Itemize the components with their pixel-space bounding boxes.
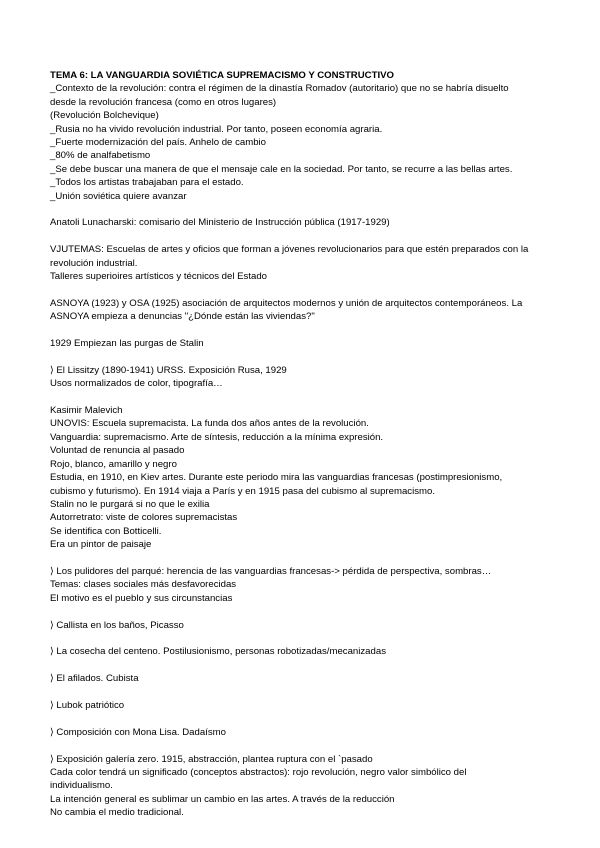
text-line: (Revolución Bolchevique) (50, 110, 159, 122)
text-line: Estudia, en 1910, en Kiev artes. Durante este periodo mira las vanguardias francesas (postimpresionismo, (50, 472, 503, 484)
text-line: ⟩ Composición con Mona Lisa. Dadaísmo (50, 726, 226, 738)
paragraph (50, 726, 560, 739)
text-line: UNOVIS: Escuela supremacista. La funda dos años antes de la revolución. (50, 418, 369, 430)
text-line: ASNOYA (1923) y OSA (1925) asociación de arquitectos modernos y unión de arquitectos contemporáneos. La (50, 297, 523, 309)
paragraph (50, 243, 560, 283)
text-line: ⟩ La cosecha del centeno. Postilusionismo, personas robotizadas/mecanizadas (50, 646, 386, 658)
text-line: revolución industrial. (50, 257, 138, 269)
text-line: VJUTEMAS: Escuelas de artes y oficios que forman a jóvenes revolucionarios para que estén preparados con la (50, 244, 529, 256)
paragraph-gap (50, 632, 560, 645)
paragraph-gap (50, 203, 560, 216)
text-line: _Se debe buscar una manera de que el mensaje cale en la sociedad. Por tanto, se recurre a las bellas artes. (50, 163, 513, 175)
text-line: El motivo es el pueblo y sus circunstancias (50, 592, 233, 604)
text-line: Se identifica con Botticelli. (50, 525, 162, 537)
paragraph (50, 645, 560, 658)
paragraph-gap (50, 283, 560, 296)
paragraph-gap (50, 739, 560, 752)
text-line: _Unión soviética quiere avanzar (50, 190, 187, 202)
text-line: Talleres superioires artísticos y técnicos del Estado (50, 271, 268, 283)
text-line: No cambia el medio tradicional. (50, 807, 184, 819)
text-line: ⟩ El afilados. Cubista (50, 673, 139, 685)
text-line: Usos normalizados de color, tipografía… (50, 378, 223, 390)
text-line: Cada color tendrá un significado (conceptos abstractos): rojo revolución, negro valor simbólico del (50, 766, 467, 778)
text-line: Kasimir Malevich (50, 405, 123, 417)
paragraph (50, 82, 560, 203)
paragraph-gap (50, 391, 560, 404)
paragraph (50, 297, 560, 324)
paragraph (50, 753, 560, 820)
text-line: ⟩ Lubok patriótico (50, 699, 125, 711)
text-line: ⟩ Callista en los baños, Picasso (50, 619, 184, 631)
document-title: TEMA 6: LA VANGUARDIA SOVIÉTICA SUPREMACISMO Y CONSTRUCTIVO (50, 70, 394, 81)
text-line: _Rusia no ha vivido revolución industrial. Por tanto, poseen economía agraria. (50, 123, 383, 135)
document-body (50, 82, 560, 819)
text-line: individualismo. (50, 780, 113, 792)
paragraph-gap (50, 350, 560, 363)
paragraph-gap (50, 230, 560, 243)
paragraph (50, 565, 560, 605)
text-line: Rojo, blanco, amarillo y negro (50, 458, 177, 470)
text-line: Anatoli Lunacharski: comisario del Ministerio de Instrucción pública (1917-1929) (50, 217, 390, 229)
paragraph (50, 672, 560, 685)
text-line: Era un pintor de paisaje (50, 539, 152, 551)
text-line: ⟩ El Lissitzy (1890-1941) URSS. Exposición Rusa, 1929 (50, 364, 287, 376)
paragraph-gap (50, 552, 560, 565)
text-line: La intención general es sublimar un cambio en las artes. A través de la reducción (50, 793, 395, 805)
text-line: _Fuerte modernización del país. Anhelo de cambio (50, 137, 266, 149)
text-line: _Contexto de la revolución: contra el régimen de la dinastía Romadov (autoritario) que no se habría disuelto (50, 83, 509, 95)
text-line: Temas: clases sociales más desfavorecidas (50, 579, 237, 591)
text-line: Autorretrato: viste de colores supremacistas (50, 512, 238, 524)
text-line: _80% de analfabetismo (50, 150, 151, 162)
paragraph-gap (50, 712, 560, 725)
paragraph (50, 404, 560, 551)
text-line: Stalin no le purgará si no que le exilia (50, 498, 210, 510)
paragraph-gap (50, 324, 560, 337)
paragraph (50, 337, 560, 350)
text-line: desde la revolución francesa (como en otros lugares) (50, 96, 277, 108)
text-line: 1929 Empiezan las purgas de Stalin (50, 338, 204, 350)
text-line: ⟩ Exposición galería zero. 1915, abstracción, plantea ruptura con el `pasado (50, 753, 373, 765)
text-line: Vanguardia: supremacismo. Arte de síntesis, reducción a la mínima expresión. (50, 431, 384, 443)
text-line: ⟩ Los pulidores del parqué: herencia de las vanguardias francesas-> pérdida de perspectiva, sombras… (50, 565, 492, 577)
text-line: cubismo y futurismo). En 1914 viaja a París y en 1915 pasa del cubismo al supremacismo. (50, 485, 436, 497)
paragraph (50, 364, 560, 391)
paragraph (50, 699, 560, 712)
text-line: Voluntad de renuncia al pasado (50, 445, 185, 457)
text-line: _Todos los artistas trabajaban para el estado. (50, 177, 244, 189)
paragraph-gap (50, 659, 560, 672)
text-line: ASNOYA empieza a denuncias "¿Dónde están las viviendas?" (50, 311, 315, 323)
paragraph (50, 216, 560, 229)
paragraph-gap (50, 686, 560, 699)
document-page (50, 69, 560, 820)
paragraph (50, 619, 560, 632)
paragraph-gap (50, 605, 560, 618)
